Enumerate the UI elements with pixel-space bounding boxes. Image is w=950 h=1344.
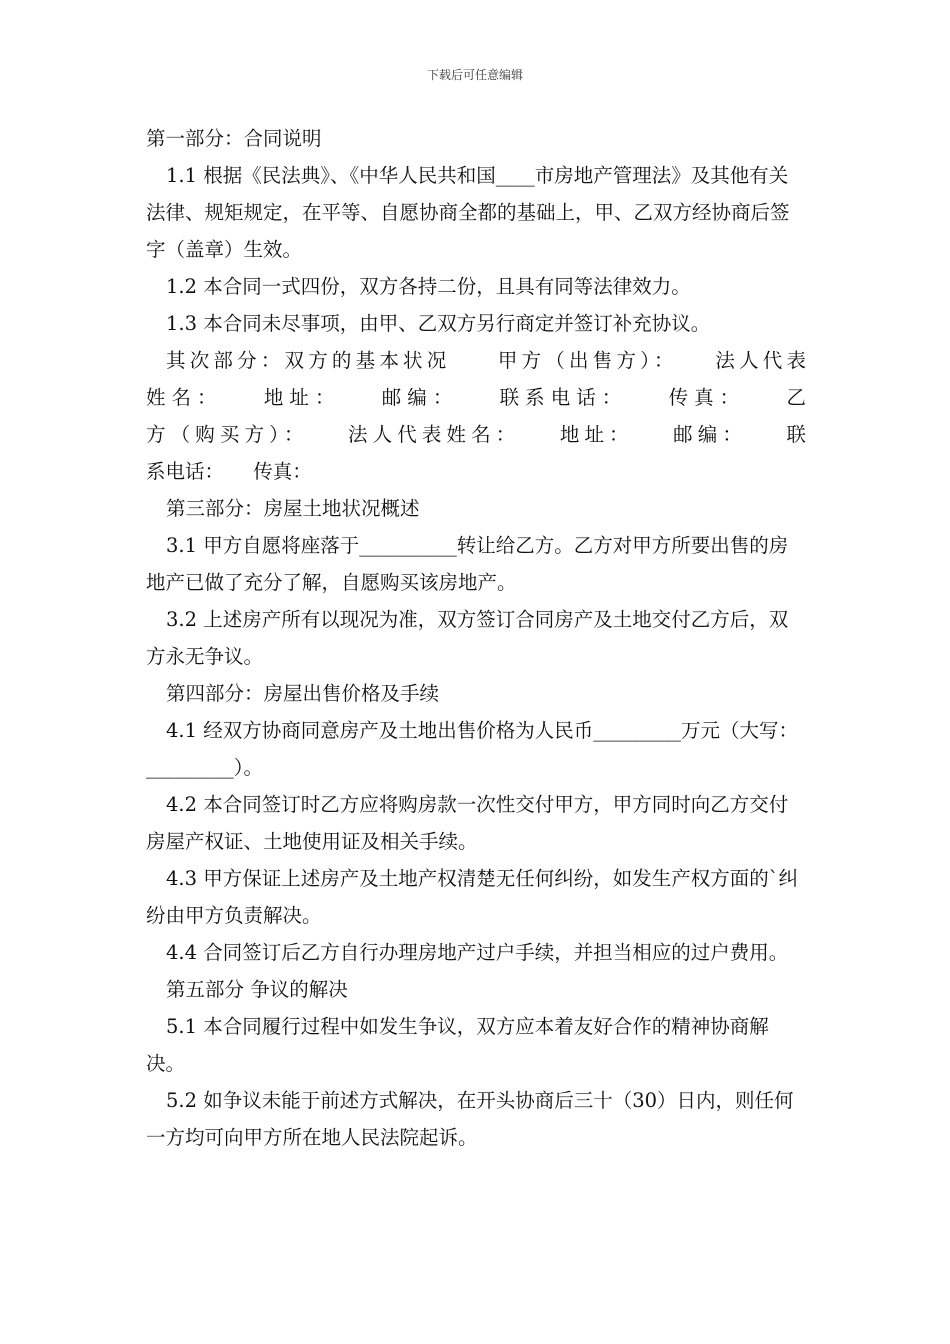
- section-2-line-4: 系电话： 传真：: [146, 460, 312, 483]
- clause-4-4: 4.4 合同签订后乙方自行办理房地产过户手续，并担当相应的过户费用。: [166, 941, 789, 964]
- document-body: [146, 120, 806, 1156]
- clause-3-1: 3.1 甲方自愿将座落于__________转让给乙方。乙方对甲方所要出售的房地产已做了充分了解，自愿购买该房地产。: [146, 534, 789, 594]
- section-4-heading: 第四部分：房屋出售价格及手续: [166, 682, 440, 705]
- clause-4-1: 4.1 经双方协商同意房产及土地出售价格为人民币_________万元（大写：_________）。: [146, 719, 798, 779]
- clause-4-3: 4.3 甲方保证上述房产及土地产权清楚无任何纠纷，如发生产权方面的`纠纷由甲方负责解决。: [146, 867, 798, 927]
- section-2-line-1: 其次部分：双方的基本状况 甲方（出售方）： 法人代表: [166, 349, 806, 372]
- clause-1-2: 1.2 本合同一式四份，双方各持二份，且具有同等法律效力。: [166, 275, 691, 298]
- clause-1-3: 1.3 本合同未尽事项，由甲、乙双方另行商定并签订补充协议。: [166, 312, 711, 335]
- clause-5-1: 5.1 本合同履行过程中如发生争议，双方应本着友好合作的精神协商解决。: [146, 1015, 769, 1075]
- clause-4-2: 4.2 本合同签订时乙方应将购房款一次性交付甲方，甲方同时向乙方交付房屋产权证、土地使用证及相关手续。: [146, 793, 789, 853]
- clause-1-1: 1.1 根据《民法典》、《中华人民共和国____市房地产管理法》及其他有关法律、规矩规定，在平等、自愿协商全都的基础上，甲、乙双方经协商后签字（盖章）生效。: [146, 164, 790, 261]
- section-1-heading: 第一部分：合同说明: [146, 127, 322, 150]
- section-2-line-3: 方（购买方）： 法人代表姓名： 地址： 邮编： 联: [146, 423, 806, 446]
- section-3-heading: 第三部分：房屋土地状况概述: [166, 497, 420, 520]
- clause-5-2: 5.2 如争议未能于前述方式解决，在开头协商后三十（30）日内，则任何一方均可向甲方所在地人民法院起诉。: [146, 1089, 794, 1149]
- clause-3-2: 3.2 上述房产所有以现况为准，双方签订合同房产及土地交付乙方后，双方永无争议。: [146, 608, 789, 668]
- section-5-heading: 第五部分 争议的解决: [166, 978, 348, 1001]
- page-header: 下载后可任意编辑: [426, 68, 523, 82]
- section-2-line-2: 姓名： 地址： 邮编： 联系电话： 传真： 乙: [146, 386, 806, 409]
